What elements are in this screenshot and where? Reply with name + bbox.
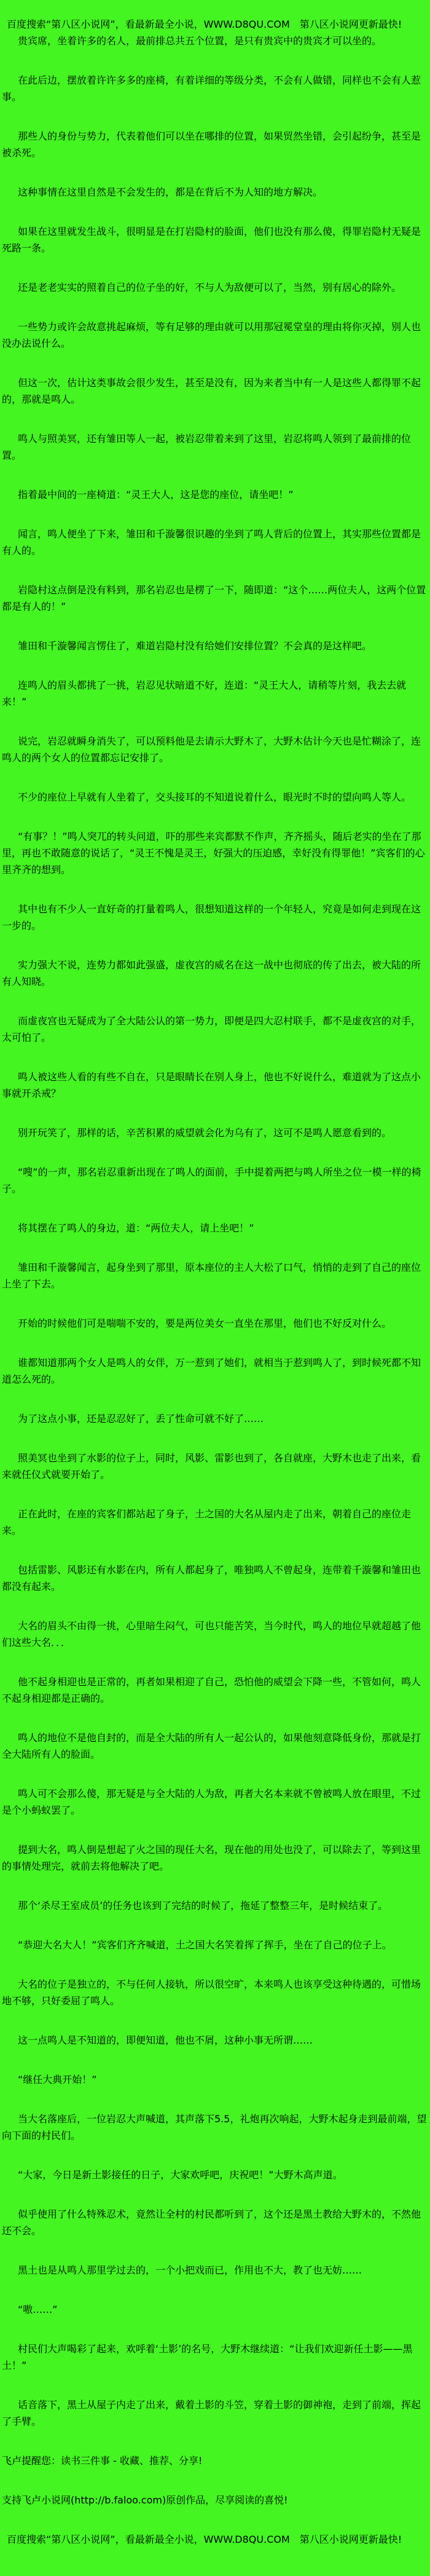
novel-paragraph: 正在此时，在座的宾客们都站起了身子，土之国的大名从屋内走了出来，朝着自己的座位走来。	[2, 1508, 412, 1536]
novel-paragraph: 雏田和千漩馨闻言愣住了，难道岩隐村没有给她们安排位置？不会真的是这样吧。	[18, 640, 372, 652]
novel-paragraph: 鸣人可不会那么傻，那无疑是与全大陆的人为敌，再者大名本来就不曾被鸣人放在眼里，不过是个小蚂蚁罢了。	[2, 1788, 421, 1816]
novel-paragraph: 照美冥也坐到了水影的位子上，同时，风影、雷影也到了，各自就座，大野木也走了出来，看来就任仪式就要开始了。	[2, 1452, 421, 1480]
novel-paragraph: 话音落下，黑土从屋子内走了出来，戴着土影的斗笠，穿着土影的御神袍，走到了前端，挥起了手臂。	[2, 2399, 421, 2427]
novel-paragraph: 这一点鸣人是不知道的，即便知道，他也不屑，这种小事无所谓……	[18, 2034, 313, 2046]
novel-paragraph: 大名的位子是独立的，不与任何人接轨，所以很空旷，本来鸣人也该享受这种待遇的，可惜场地不够，只好委屈了鸣人。	[2, 1978, 421, 2007]
novel-paragraphs	[2, 33, 428, 2430]
novel-paragraph: “嗖”的一声，那名岩忍重新出现在了鸣人的面前，手中提着两把与鸣人所坐之位一模一样的椅子。	[2, 1166, 421, 1195]
novel-paragraph: 其中也有不少人一直好奇的打量着鸣人，很想知道这样的一个年轻人，究竟是如何走到现在这一步的。	[2, 903, 421, 931]
novel-paragraph: 谁都知道那两个女人是鸣人的女伴，万一惹到了她们，就相当于惹到鸣人了，到时候死都不知道怎么死的。	[2, 1357, 421, 1385]
novel-paragraph: 还是老老实实的照着自己的位子坐的好，不与人为敌便可以了，当然，别有居心的除外。	[18, 282, 402, 293]
novel-paragraph: 为了这点小事，还是忍忍好了，丢了性命可就不好了……	[18, 1413, 264, 1424]
novel-paragraph: 包括雷影、风影还有水影在内，所有人都起身了，唯独鸣人不曾起身，连带着千漩馨和雏田也都没有起来。	[2, 1564, 421, 1592]
novel-paragraph: “有事？！”鸣人突兀的转头问道，吓的那些来宾都默不作声，齐齐摇头，随后老实的坐在了那里，再也不敢随意的说话了，“灵王不愧是灵王，好强大的压迫感，幸好没有得罪他！”宾客们的心里齐齐的想到。	[2, 831, 425, 875]
novel-paragraph: 但这一次，估计这类事故会很少发生，甚至是没有，因为来者当中有一人是这些人都得罪不起的，那就是鸣人。	[2, 377, 421, 405]
faloo-reminder-line: 飞卢提醒您：读书三件事 - 收藏、推荐、分享!	[2, 2455, 203, 2467]
novel-paragraph: 实力强大不说，连势力都如此强盛，虚夜宫的威名在这一战中也彻底的传了出去，被大陆的所有人知晓。	[2, 959, 421, 987]
novel-paragraph: 黑土也是从鸣人那里学过去的，一个小把戏而已，作用也不大，教了也无妨……	[18, 2264, 362, 2276]
novel-paragraph: 如果在这里就发生战斗，很明显是在打岩隐村的脸面，他们也没有那么傻，得罪岩隐村无疑是死路一条。	[2, 226, 421, 254]
novel-paragraph: 不少的座位上早就有人坐着了，交头接耳的不知道说着什么，眼光时不时的望向鸣人等人。	[18, 791, 412, 803]
novel-paragraph: 别开玩笑了，那样的话，辛苦积累的威望就会化为乌有了，这可不是鸣人愿意看到的。	[18, 1127, 392, 1139]
novel-paragraph: 当大名落座后，一位岩忍大声喊道，其声落下5.5，礼炮再次响起，大野木起身走到最前端，望向下面的村民们。	[2, 2113, 427, 2141]
novel-paragraph: 村民们大声喝彩了起来，欢呼着‘土影’的名号，大野木继续道：“让我们欢迎新任土影——黑土！”	[2, 2343, 413, 2371]
novel-paragraph: “继任大典开始！”	[18, 2074, 97, 2085]
novel-paragraph: “恭迎大名大人！”宾客们齐齐喊道，土之国大名笑着挥了挥手，坐在了自己的位子上。	[18, 1939, 392, 1951]
novel-paragraph: 岩隐村这点倒是没有料到，那名岩忍也是楞了一下，随即道：“这个……两位夫人，这两个位置都是有人的！”	[2, 584, 426, 612]
novel-paragraph: 将其摆在了鸣人的身边，道：“两位夫人，请上坐吧！”	[18, 1222, 254, 1234]
novel-paragraph: 而虚夜宫也无疑成为了全大陆公认的第一势力，即便是四大忍村联手，都不是虚夜宫的对手，太可怕了。	[2, 1015, 421, 1043]
novel-paragraph: 这种事情在这里自然是不会发生的，都是在背后不为人知的地方解决。	[18, 186, 323, 198]
novel-paragraph: 在此后边，摆放着许许多多的座椅，有着详细的等级分类，不会有人做错，同样也不会有人惹事。	[2, 74, 421, 103]
novel-paragraph: 那个‘杀尽王室成员’的任务也该到了完结的时候了，拖延了整整三年，是时候结束了。	[18, 1900, 388, 1911]
novel-paragraph: 似乎使用了什么特殊忍术，竟然让全村的村民都听到了，这个还是黑土教给大野木的，不然他还不会。	[2, 2208, 421, 2237]
novel-paragraph: 大名的眉头不由得一挑，心里暗生闷气，可也只能苦笑，当今时代，鸣人的地位早就超越了他们这些大名．．．	[2, 1620, 421, 1648]
novel-paragraph: 鸣人被这些人看的有些不自在，只是眼睛长在别人身上，他也不好说什么，难道就为了这点小事就开杀戒？	[2, 1071, 421, 1099]
novel-paragraph: 一些势力或许会故意挑起麻烦，等有足够的理由就可以用那冠冕堂皇的理由将你灭掉，别人也没办法说什么。	[2, 321, 421, 349]
novel-paragraph: 贵宾席，坐着许多的名人，最前排总共五个位置，是只有贵宾中的贵宾才可以坐的。	[18, 35, 382, 47]
novel-paragraph: 闻言，鸣人便坐了下来，雏田和千漩馨很识趣的坐到了鸣人背后的位置上，其实那些位置都是有人的。	[2, 528, 421, 556]
footer-ad-line: 百度搜索“第八区小说网”，看最新最全小说，WWW.D8QU.COM 第八区小说网更新最快!	[7, 2534, 402, 2545]
novel-paragraph: “嗷……”	[18, 2304, 58, 2315]
novel-paragraph: 提到大名，鸣人倒是想起了火之国的现任大名，现在他的用处也没了，可以除去了，等到这里的事情处理完，就前去将他解决了吧。	[2, 1844, 421, 1872]
novel-paragraph: 雏田和千漩馨闻言，起身坐到了那里，原本座位的主人大松了口气，悄悄的走到了自己的座位上坐了下去。	[2, 1262, 421, 1290]
faloo-support-line: 支持飞卢小说网(http://b.faloo.com)原创作品，尽享阅读的喜悦!	[2, 2494, 288, 2506]
novel-paragraph: 他不起身相迎也是正常的，再者如果相迎了自己，恐怕他的威望会下降一些，不管如何，鸣人不起身相迎都是正确的。	[2, 1676, 421, 1704]
novel-paragraph: 鸣人与照美冥，还有雏田等人一起，被岩忍带着来到了这里，岩忍将鸣人领到了最前排的位置。	[2, 433, 412, 461]
novel-paragraph: 指着最中间的一座椅道：“灵王大人，这是您的座位，请坐吧！”	[18, 489, 294, 500]
novel-paragraph: 开始的时候他们可是喘喘不安的，要是两位美女一直坐在那里，他们也不好反对什么。	[18, 1318, 392, 1329]
novel-paragraph: “大家，今日是新土影接任的日子，大家欢呼吧，庆祝吧！”大野木高声道。	[18, 2169, 343, 2181]
header-ad-line: 百度搜索“第八区小说网”，看最新最全小说，WWW.D8QU.COM 第八区小说网更新最快!	[7, 18, 402, 30]
novel-paragraph: 说完，岩忍就瞬身消失了，可以预料他是去请示大野木了，大野木估计今天也是忙糊涂了，连鸣人的两个女人的位置都忘记安排了。	[2, 735, 421, 764]
novel-paragraph: 鸣人的地位不是他自封的，而是全大陆的所有人一起公认的，如果他刻意降低身份，那就是打全大陆所有人的脸面。	[2, 1732, 421, 1760]
novel-paragraph: 那些人的身份与势力，代表着他们可以坐在哪排的位置，如果贸然坐错，会引起纷争，甚至是被杀死。	[2, 130, 421, 159]
novel-paragraph: 连鸣人的眉头都挑了一挑，岩忍见状暗道不好，连道：“灵王大人，请稍等片刻，我去去就来！”	[2, 679, 407, 708]
